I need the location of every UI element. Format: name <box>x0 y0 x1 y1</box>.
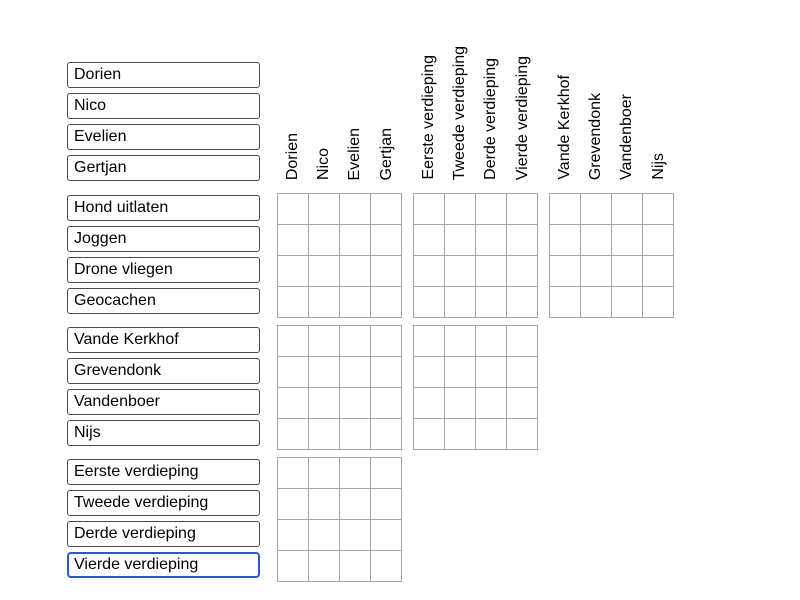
grid-cell[interactable] <box>507 256 537 286</box>
grid-cell[interactable] <box>371 419 401 449</box>
grid-cell[interactable] <box>414 287 444 317</box>
column-header-label: Derde verdieping <box>482 58 500 180</box>
column-header-label: Vandenboer <box>618 94 636 180</box>
grid-cell[interactable] <box>445 225 475 255</box>
grid-cell[interactable] <box>476 287 506 317</box>
grid-cell[interactable] <box>445 388 475 418</box>
grid-cell[interactable] <box>550 194 580 224</box>
header-row <box>67 0 674 193</box>
grid-cell[interactable] <box>371 357 401 387</box>
grid-cell[interactable] <box>340 225 370 255</box>
grid-cell[interactable] <box>309 194 339 224</box>
grid-block-surnames-floors <box>413 325 538 450</box>
column-header-label: Nico <box>315 147 333 180</box>
grid-cell[interactable] <box>445 326 475 356</box>
column-headers <box>277 0 674 193</box>
grid-cell[interactable] <box>507 388 537 418</box>
grid-cell[interactable] <box>371 194 401 224</box>
grid-cell[interactable] <box>278 357 308 387</box>
item-box[interactable]: Geocachen <box>67 288 260 314</box>
grid-cell[interactable] <box>550 256 580 286</box>
grid-cell[interactable] <box>278 489 308 519</box>
section-surnames <box>67 325 674 450</box>
item-box[interactable]: Nico <box>67 93 260 119</box>
column-header-label: Grevendonk <box>587 92 605 180</box>
item-box-selected[interactable]: Vierde verdieping <box>67 552 260 578</box>
column-header <box>643 0 674 193</box>
grid-cell[interactable] <box>371 287 401 317</box>
column-header-label: Vande Kerkhof <box>555 75 573 180</box>
grid-cell[interactable] <box>309 287 339 317</box>
grid-cell[interactable] <box>309 520 339 550</box>
grid-cell[interactable] <box>371 489 401 519</box>
grid-cell[interactable] <box>612 287 642 317</box>
grid-cell[interactable] <box>371 458 401 488</box>
grid-cell[interactable] <box>309 551 339 581</box>
grid-cell[interactable] <box>476 357 506 387</box>
grid-cell[interactable] <box>309 326 339 356</box>
grid-cell[interactable] <box>476 194 506 224</box>
item-box[interactable]: Grevendonk <box>67 358 260 384</box>
grid-cell[interactable] <box>445 194 475 224</box>
grid-cell[interactable] <box>476 326 506 356</box>
section-floors <box>67 457 674 582</box>
grid-cell[interactable] <box>371 256 401 286</box>
grid-cell[interactable] <box>414 194 444 224</box>
grid-cell[interactable] <box>581 194 611 224</box>
column-header <box>476 0 507 193</box>
column-header-label: Eerste verdieping <box>419 55 437 180</box>
column-header <box>580 0 611 193</box>
grid-cell[interactable] <box>414 388 444 418</box>
grid-cell[interactable] <box>476 388 506 418</box>
item-box[interactable]: Tweede verdieping <box>67 490 260 516</box>
grid-cell[interactable] <box>340 388 370 418</box>
grid-cell[interactable] <box>309 256 339 286</box>
grid-cell[interactable] <box>278 520 308 550</box>
logic-puzzle-grid <box>67 0 674 582</box>
column-header-label: Evelien <box>346 127 364 180</box>
column-group-names <box>277 0 402 193</box>
grid-cell[interactable] <box>340 326 370 356</box>
grid-cell[interactable] <box>309 419 339 449</box>
grid-cell[interactable] <box>612 256 642 286</box>
grid-cell[interactable] <box>550 287 580 317</box>
grid-cell[interactable] <box>643 287 673 317</box>
grid-cell[interactable] <box>340 357 370 387</box>
category-surnames-list <box>67 325 260 450</box>
grid-cell[interactable] <box>581 256 611 286</box>
column-header <box>549 0 580 193</box>
category-names-list <box>67 0 260 193</box>
grid-blocks-row <box>277 325 538 450</box>
category-activities-list <box>67 193 260 318</box>
grid-cell[interactable] <box>309 489 339 519</box>
column-header <box>612 0 643 193</box>
grid-cell[interactable] <box>309 458 339 488</box>
item-box[interactable]: Vande Kerkhof <box>67 327 260 353</box>
grid-cell[interactable] <box>643 194 673 224</box>
grid-cell[interactable] <box>340 419 370 449</box>
grid-cell[interactable] <box>371 520 401 550</box>
grid-cell[interactable] <box>340 489 370 519</box>
grid-cell[interactable] <box>278 194 308 224</box>
column-group-floors <box>413 0 538 193</box>
item-box[interactable]: Derde verdieping <box>67 521 260 547</box>
grid-cell[interactable] <box>278 419 308 449</box>
grid-cell[interactable] <box>507 287 537 317</box>
item-box[interactable]: Hond uitlaten <box>67 195 260 221</box>
column-header <box>413 0 444 193</box>
grid-cell[interactable] <box>476 419 506 449</box>
grid-cell[interactable] <box>340 287 370 317</box>
grid-cell[interactable] <box>445 357 475 387</box>
column-header-label: Gertjan <box>377 127 395 180</box>
grid-cell[interactable] <box>507 194 537 224</box>
grid-cell[interactable] <box>278 458 308 488</box>
grid-cell[interactable] <box>371 388 401 418</box>
grid-cell[interactable] <box>414 256 444 286</box>
grid-cell[interactable] <box>612 225 642 255</box>
grid-cell[interactable] <box>414 357 444 387</box>
grid-cell[interactable] <box>278 326 308 356</box>
grid-cell[interactable] <box>371 551 401 581</box>
grid-block-surnames-names <box>277 325 402 450</box>
item-box[interactable]: Nijs <box>67 420 260 446</box>
grid-cell[interactable] <box>581 287 611 317</box>
column-header-label: Dorien <box>283 132 301 180</box>
grid-cell[interactable] <box>445 287 475 317</box>
grid-cell[interactable] <box>643 256 673 286</box>
column-header <box>308 0 339 193</box>
grid-cell[interactable] <box>278 256 308 286</box>
column-header-label: Tweede verdieping <box>451 45 469 180</box>
column-header <box>507 0 538 193</box>
grid-cell[interactable] <box>340 520 370 550</box>
category-floors-list <box>67 457 260 582</box>
grid-cell[interactable] <box>643 225 673 255</box>
grid-cell[interactable] <box>507 326 537 356</box>
grid-cell[interactable] <box>278 287 308 317</box>
column-header-label: Nijs <box>649 153 667 180</box>
grid-block-floors-names <box>277 457 402 582</box>
grid-cell[interactable] <box>507 357 537 387</box>
grid-cell[interactable] <box>340 458 370 488</box>
grid-cell[interactable] <box>371 326 401 356</box>
grid-cell[interactable] <box>340 194 370 224</box>
item-box[interactable]: Drone vliegen <box>67 257 260 283</box>
column-group-surnames <box>549 0 674 193</box>
grid-blocks-row <box>277 457 402 582</box>
grid-block-activities-surnames <box>549 193 674 318</box>
grid-cell[interactable] <box>550 225 580 255</box>
grid-cell[interactable] <box>445 256 475 286</box>
grid-cell[interactable] <box>309 388 339 418</box>
grid-cell[interactable] <box>476 225 506 255</box>
grid-cell[interactable] <box>309 357 339 387</box>
item-box[interactable]: Dorien <box>67 62 260 88</box>
grid-cell[interactable] <box>340 256 370 286</box>
grid-cell[interactable] <box>445 419 475 449</box>
grid-block-activities-floors <box>413 193 538 318</box>
column-header <box>371 0 402 193</box>
item-box[interactable]: Eerste verdieping <box>67 459 260 485</box>
item-box[interactable]: Joggen <box>67 226 260 252</box>
grid-block-activities-names <box>277 193 402 318</box>
column-header <box>444 0 475 193</box>
grid-cell[interactable] <box>476 256 506 286</box>
grid-cell[interactable] <box>309 225 339 255</box>
grid-cell[interactable] <box>278 388 308 418</box>
column-header <box>277 0 308 193</box>
grid-blocks-row <box>277 193 674 318</box>
item-box[interactable]: Gertjan <box>67 155 260 181</box>
grid-cell[interactable] <box>414 225 444 255</box>
grid-cell[interactable] <box>581 225 611 255</box>
grid-cell[interactable] <box>507 225 537 255</box>
item-box[interactable]: Evelien <box>67 124 260 150</box>
grid-cell[interactable] <box>278 225 308 255</box>
column-header <box>340 0 371 193</box>
column-header-label: Vierde verdieping <box>513 55 531 180</box>
item-box[interactable]: Vandenboer <box>67 389 260 415</box>
grid-cell[interactable] <box>507 419 537 449</box>
grid-cell[interactable] <box>278 551 308 581</box>
grid-cell[interactable] <box>371 225 401 255</box>
section-activities <box>67 193 674 318</box>
grid-cell[interactable] <box>340 551 370 581</box>
grid-cell[interactable] <box>612 194 642 224</box>
grid-cell[interactable] <box>414 419 444 449</box>
grid-cell[interactable] <box>414 326 444 356</box>
